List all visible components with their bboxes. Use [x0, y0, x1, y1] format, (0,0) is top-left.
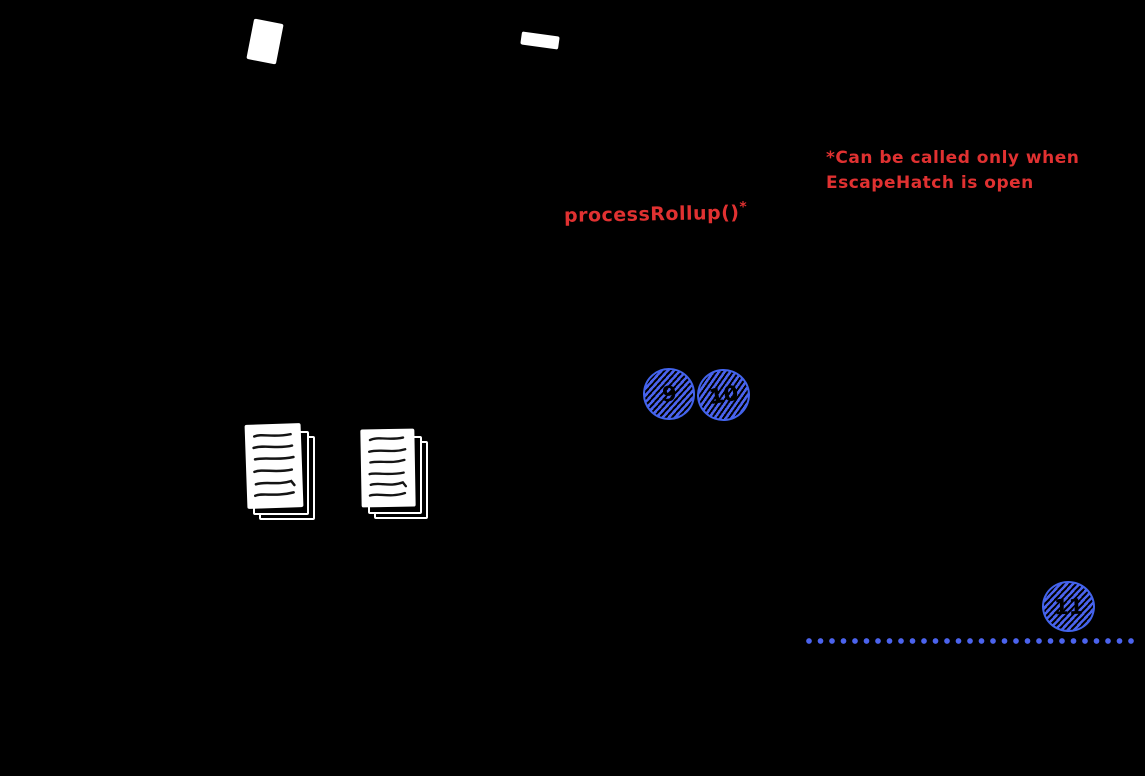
- step-badge-number: 9: [661, 381, 677, 407]
- white-bar-shape: [520, 31, 559, 49]
- document-text-lines: [247, 425, 302, 507]
- escape-hatch-note: [826, 146, 1079, 196]
- document-stack-icon: [246, 424, 298, 504]
- step-badge: [641, 366, 697, 422]
- process-rollup-text: processRollup(): [563, 201, 740, 227]
- step-badge: [696, 368, 752, 423]
- step-badge: [1040, 579, 1097, 634]
- white-page-shape: [246, 19, 283, 65]
- step-badge-number: 10: [707, 380, 740, 410]
- process-rollup-asterisk: *: [739, 199, 748, 216]
- step-badge-number: 11: [1053, 594, 1084, 619]
- document-text-lines: [362, 431, 413, 506]
- document-page-front: [245, 423, 304, 509]
- process-rollup-label: [564, 199, 748, 227]
- escape-hatch-note-line1: *Can be called only when: [826, 148, 1080, 168]
- document-page-front: [360, 429, 415, 508]
- escape-hatch-note-line2: EscapeHatch is open: [826, 173, 1034, 193]
- document-stack-icon: [361, 429, 411, 503]
- escape-hatch-dotted-line: [806, 637, 1138, 645]
